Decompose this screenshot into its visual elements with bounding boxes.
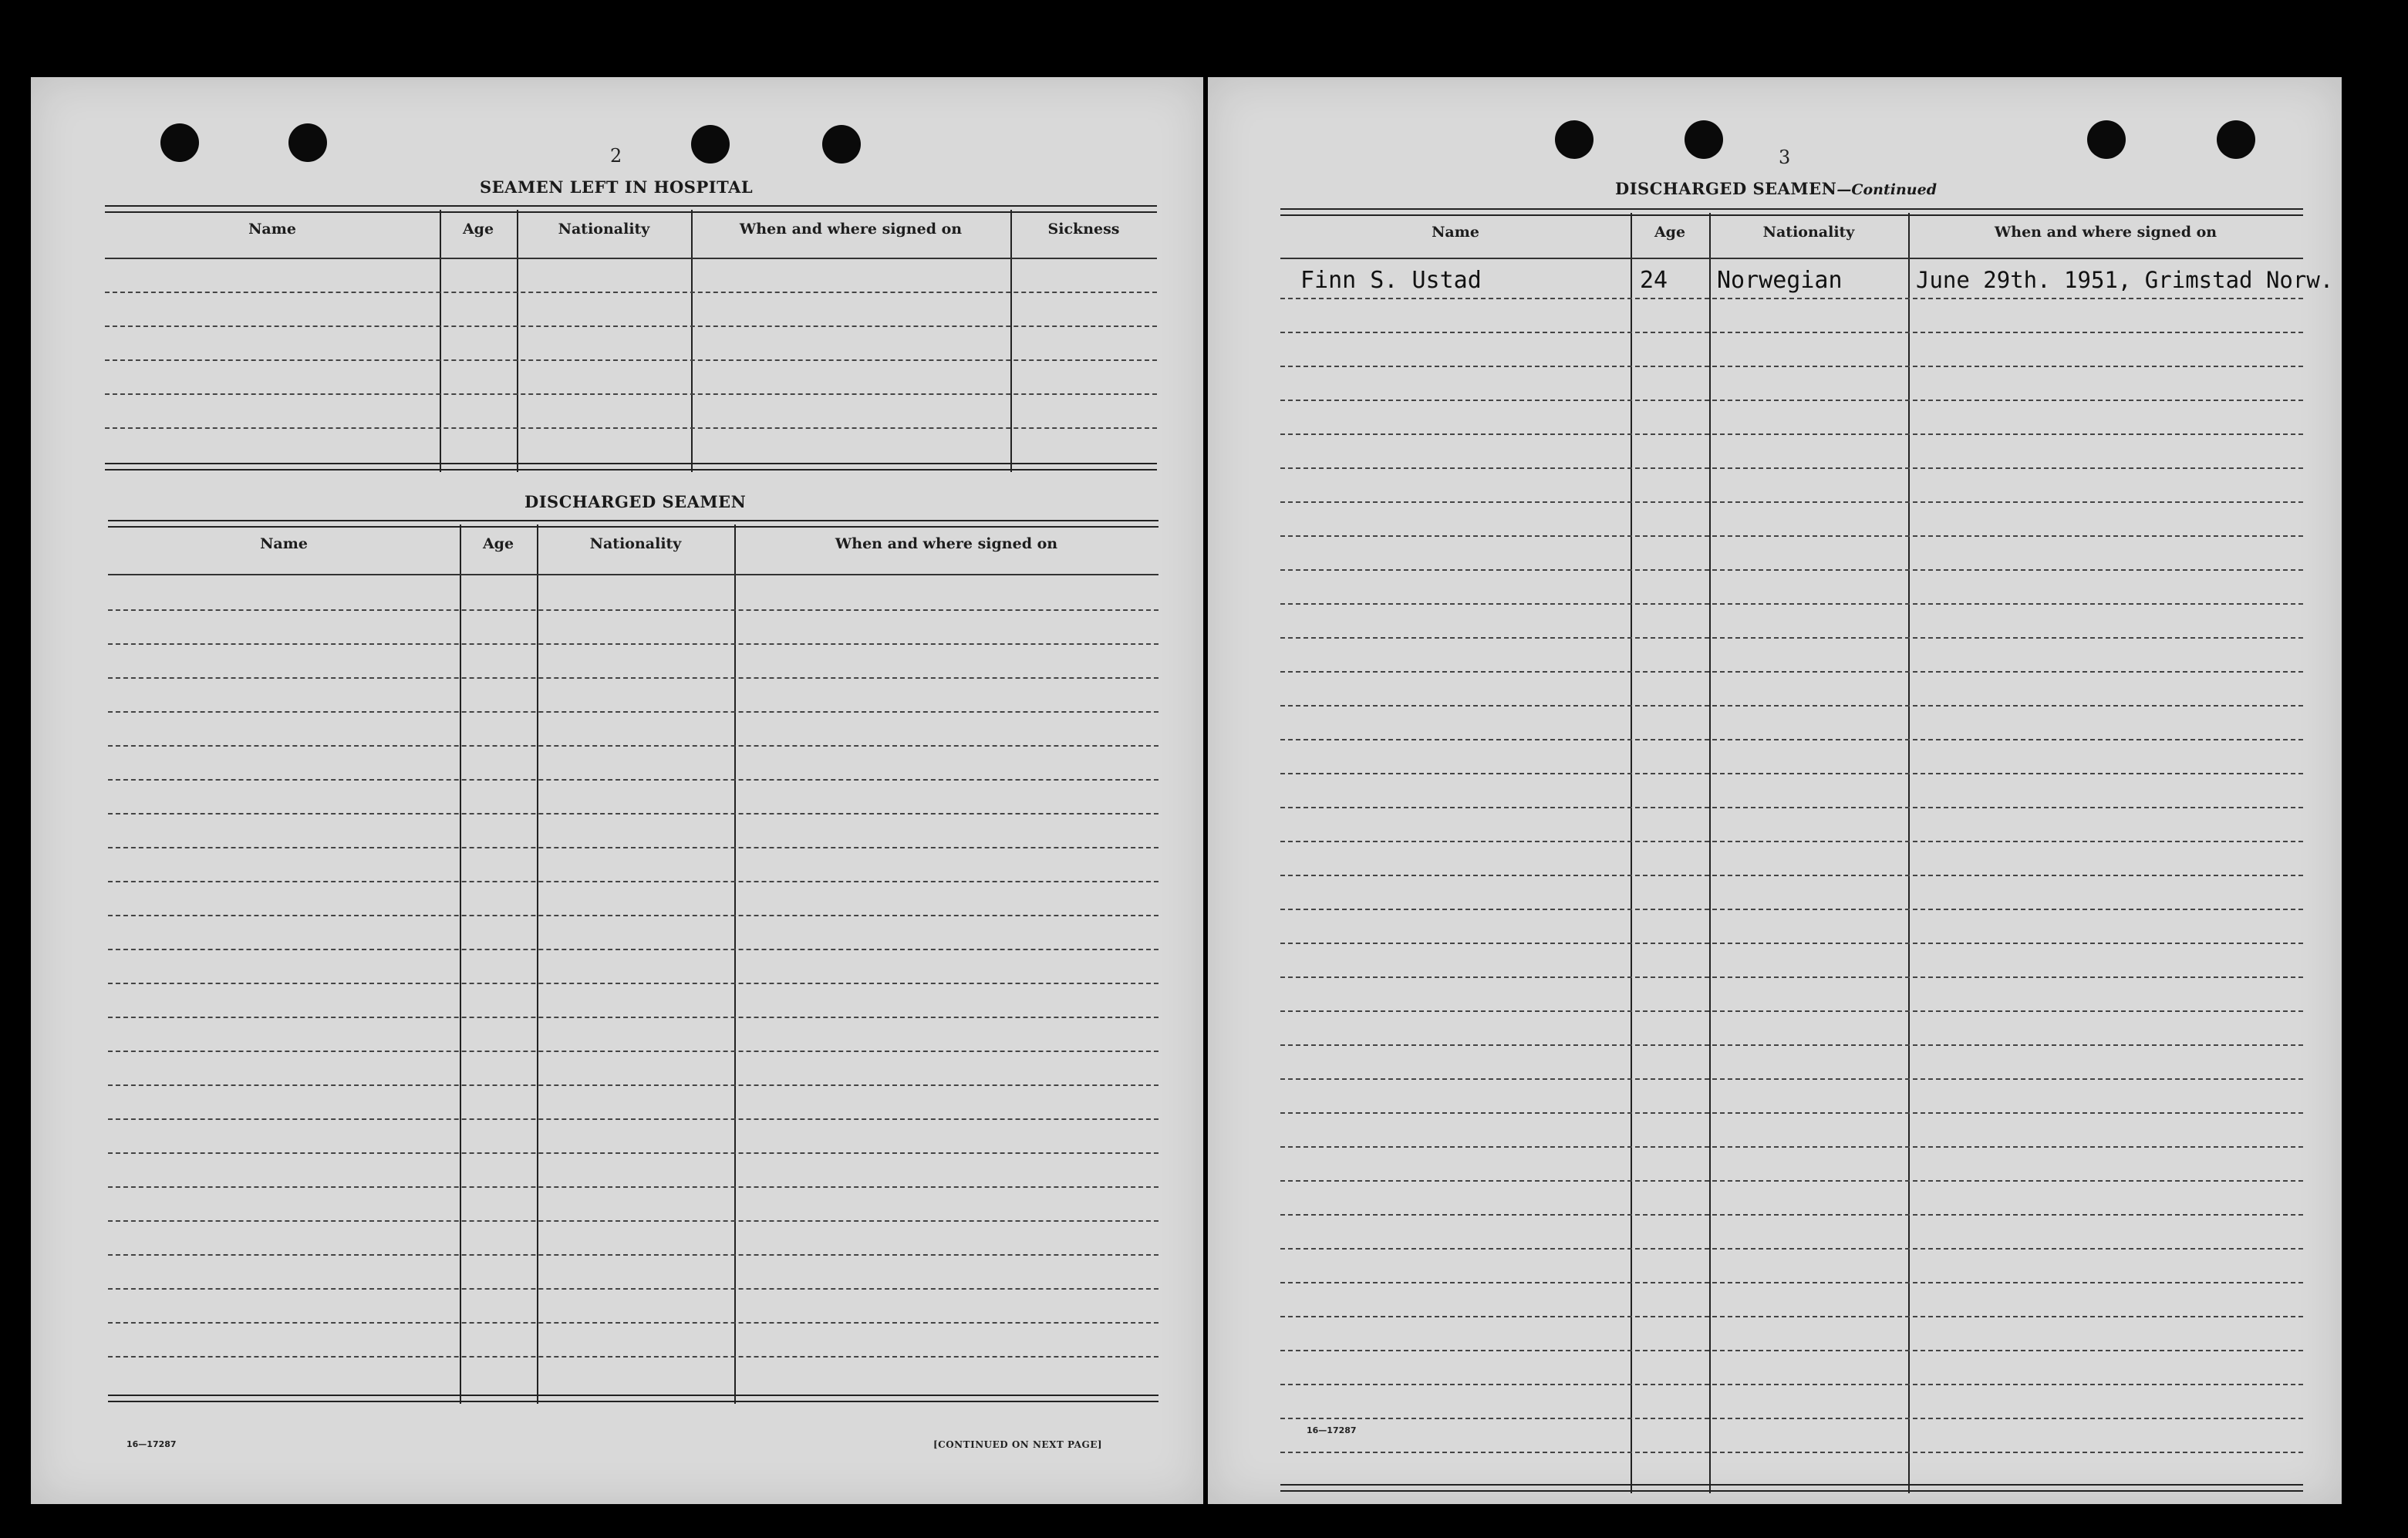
table-row (1280, 773, 2303, 774)
column-header: When and where signed on (1994, 224, 2217, 241)
discharged-section-title: DISCHARGED SEAMEN (524, 492, 747, 511)
column-header: Age (462, 221, 494, 238)
table-row (1280, 1044, 2303, 1046)
table-row (1280, 298, 2303, 299)
table-row (1280, 841, 2303, 842)
table-row (108, 949, 1158, 950)
punch-hole (1685, 120, 1723, 159)
table-row (108, 1322, 1158, 1324)
column-header: Name (260, 535, 308, 552)
table-row (108, 1288, 1158, 1290)
seaman-nationality: Norwegian (1717, 267, 1843, 294)
table-row (108, 1051, 1158, 1052)
seaman-signed-on: June 29th. 1951, Grimstad Norw. (1916, 267, 2334, 293)
table-row (108, 1186, 1158, 1188)
table-row (108, 711, 1158, 713)
discharged-table (108, 520, 1158, 1407)
table-row (1280, 1078, 2303, 1080)
continued-note: [CONTINUED ON NEXT PAGE] (933, 1439, 1103, 1450)
title-suffix: —Continued (1836, 181, 1937, 198)
hospital-table (105, 205, 1157, 475)
table-row (108, 643, 1158, 645)
column-header: When and where signed on (835, 535, 1058, 552)
table-row (1280, 1112, 2303, 1114)
table-row (1280, 705, 2303, 707)
table-row (1280, 400, 2303, 401)
column-header: When and where signed on (739, 221, 963, 238)
table-row (1280, 501, 2303, 503)
punch-hole (691, 125, 730, 164)
table-row (1280, 1384, 2303, 1385)
table-row (105, 325, 1157, 327)
seaman-age: 24 (1640, 267, 1668, 294)
table-row (108, 677, 1158, 679)
column-header: Nationality (558, 221, 650, 238)
hospital-section-title: SEAMEN LEFT IN HOSPITAL (480, 177, 754, 197)
table-row (1280, 807, 2303, 808)
punch-hole (822, 125, 861, 164)
table-row (108, 813, 1158, 815)
discharged-continued-table (1280, 208, 2334, 1496)
table-row (108, 1017, 1158, 1018)
punch-hole (288, 123, 327, 162)
table-row (108, 745, 1158, 747)
table-row (1280, 909, 2303, 910)
table-row (1280, 943, 2303, 944)
table-row (108, 1084, 1158, 1086)
page-number: 2 (610, 145, 622, 167)
column-header: Name (248, 221, 296, 238)
right-page (1208, 77, 2342, 1504)
punch-hole (2217, 120, 2255, 159)
table-row (108, 1118, 1158, 1120)
table-row (1280, 875, 2303, 876)
seaman-name: Finn S. Ustad (1300, 267, 1482, 294)
table-row (108, 609, 1158, 611)
page-number: 3 (1779, 147, 1791, 168)
left-page (31, 77, 1203, 1504)
punch-hole (1555, 120, 1594, 159)
table-row (108, 779, 1158, 781)
table-row (1280, 1418, 2303, 1419)
form-code: 16—17287 (1307, 1425, 1357, 1435)
table-row (1280, 1214, 2303, 1216)
table-row (1280, 433, 2303, 435)
table-row (1280, 637, 2303, 639)
table-row (105, 393, 1157, 395)
title-text: DISCHARGED SEAMEN (1615, 179, 1837, 198)
column-header: Name (1432, 224, 1479, 241)
table-row (105, 427, 1157, 429)
table-row (105, 359, 1157, 361)
table-row (1280, 1180, 2303, 1182)
discharged-continued-title (1615, 179, 1937, 198)
table-row (1280, 535, 2303, 537)
table-row (1280, 671, 2303, 673)
table-row (1280, 603, 2303, 605)
column-header: Age (482, 535, 514, 552)
table-row (1280, 1316, 2303, 1317)
table-row (108, 1254, 1158, 1256)
punch-hole (160, 123, 199, 162)
table-row (1280, 569, 2303, 571)
form-code: 16—17287 (126, 1439, 177, 1449)
table-row (1280, 1248, 2303, 1250)
column-header: Nationality (1762, 224, 1855, 241)
table-row (108, 881, 1158, 882)
table-row (1280, 1350, 2303, 1351)
table-row (1280, 332, 2303, 333)
table-row (108, 1220, 1158, 1222)
column-header: Nationality (589, 535, 682, 552)
table-row (1280, 976, 2303, 978)
column-header: Sickness (1047, 221, 1120, 238)
table-row (108, 1356, 1158, 1358)
table-row (1280, 366, 2303, 367)
punch-hole (2087, 120, 2126, 159)
table-row (1280, 739, 2303, 740)
table-row (108, 983, 1158, 984)
table-row (1280, 467, 2303, 469)
column-header: Age (1654, 224, 1686, 241)
table-row (1280, 1146, 2303, 1148)
table-row (105, 292, 1157, 293)
table-row (108, 1152, 1158, 1154)
table-row (1280, 1010, 2303, 1012)
table-row (1280, 1282, 2303, 1283)
table-row (108, 915, 1158, 916)
table-row (108, 847, 1158, 848)
table-row (1280, 1452, 2303, 1453)
